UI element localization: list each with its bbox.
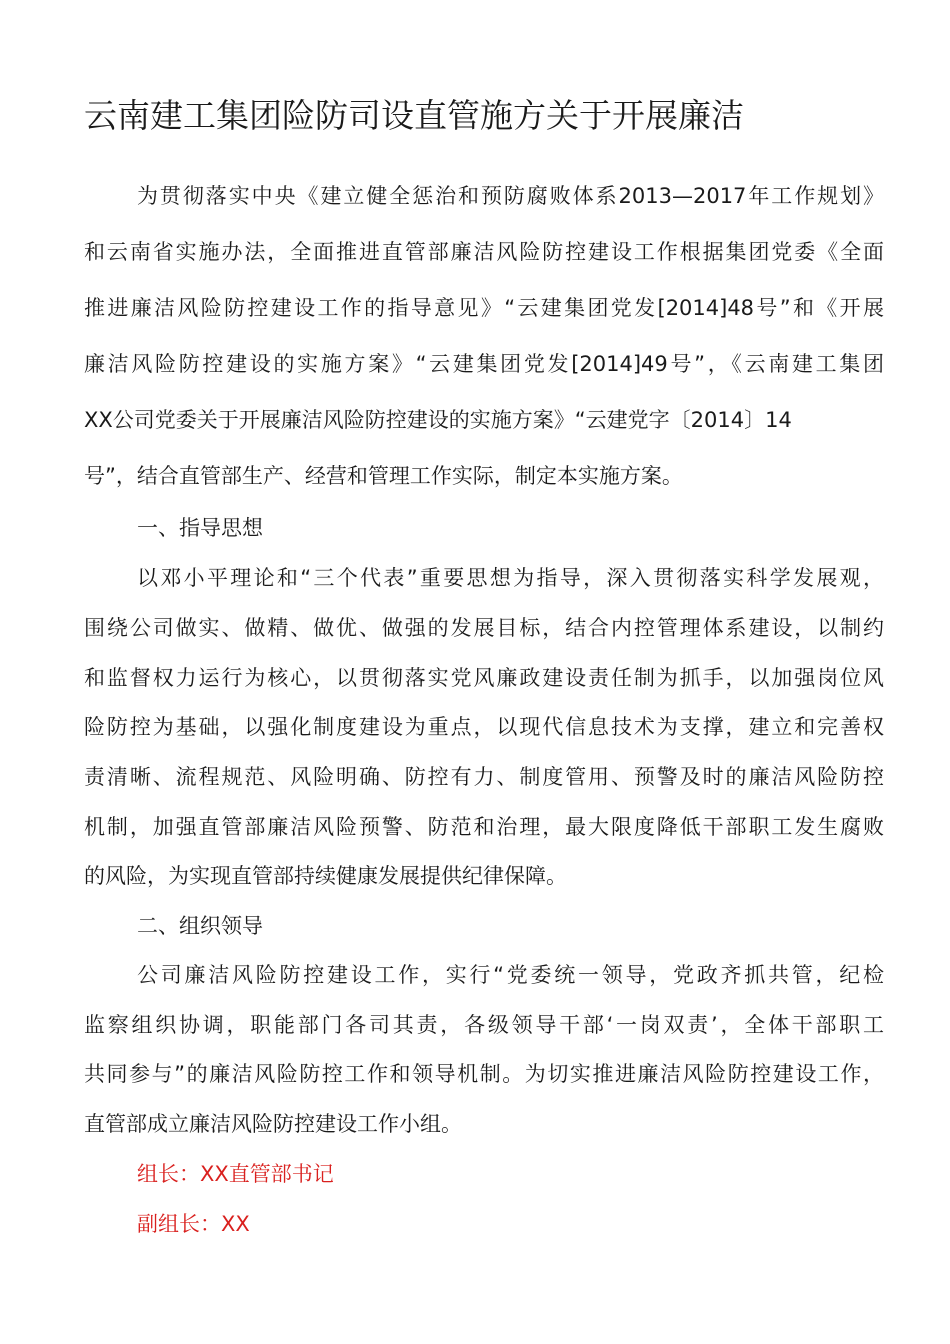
section2-line-4: 直管部成立廉洁风险防控建设工作小组。 xyxy=(84,1112,462,1136)
deputy-leader-line: 副组长：XX xyxy=(137,1212,250,1236)
group-leader-line: 组长：XX直管部书记 xyxy=(137,1162,334,1186)
section1-line-2: 围绕公司做实、做精、做优、做强的发展目标，结合内控管理体系建设，以制约 xyxy=(84,616,884,640)
intro-line-4: 廉洁风险防控建设的实施方案》“云建集团党发[2014]49号”，《云南建工集团 xyxy=(84,352,884,376)
section1-line-6: 机制，加强直管部廉洁风险预警、防范和治理，最大限度降低干部职工发生腐败 xyxy=(84,815,884,839)
intro-line-2: 和云南省实施办法，全面推进直管部廉洁风险防控建设工作根据集团党委《全面 xyxy=(84,240,884,264)
section1-line-5: 责清晰、流程规范、风险明确、防控有力、制度管用、预警及时的廉洁风险防控 xyxy=(84,765,884,789)
intro-line-1: 为贯彻落实中央《建立健全惩治和预防腐败体系2013—2017年工作规划》 xyxy=(137,184,884,208)
intro-line-6: 号”，结合直管部生产、经营和管理工作实际，制定本实施方案。 xyxy=(84,464,683,488)
section1-heading: 一、指导思想 xyxy=(137,516,263,540)
section2-line-2: 监察组织协调，职能部门各司其责，各级领导干部‘一岗双责’，全体干部职工 xyxy=(84,1013,884,1037)
section2-heading: 二、组织领导 xyxy=(137,914,263,938)
section1-line-1: 以邓小平理论和“三个代表”重要思想为指导，深入贯彻落实科学发展观， xyxy=(137,566,884,590)
section2-line-1: 公司廉洁风险防控建设工作，实行“党委统一领导，党政齐抓共管，纪检 xyxy=(137,963,884,987)
section1-line-7: 的风险，为实现直管部持续健康发展提供纪律保障。 xyxy=(84,864,567,888)
section1-line-3: 和监督权力运行为核心，以贯彻落实党风廉政建设责任制为抓手，以加强岗位风 xyxy=(84,666,884,690)
document-title: 云南建工集团险防司设直管施方关于开展廉洁 xyxy=(84,96,744,135)
section2-line-3: 共同参与”的廉洁风险防控工作和领导机制。为切实推进廉洁风险防控建设工作， xyxy=(84,1062,884,1086)
intro-line-5: XX公司党委关于开展廉洁风险防控建设的实施方案》“云建党字〔2014〕14 xyxy=(84,408,792,432)
section1-line-4: 险防控为基础，以强化制度建设为重点，以现代信息技术为支撑，建立和完善权 xyxy=(84,715,884,739)
intro-line-3: 推进廉洁风险防控建设工作的指导意见》“云建集团党发[2014]48号”和《开展 xyxy=(84,296,884,320)
